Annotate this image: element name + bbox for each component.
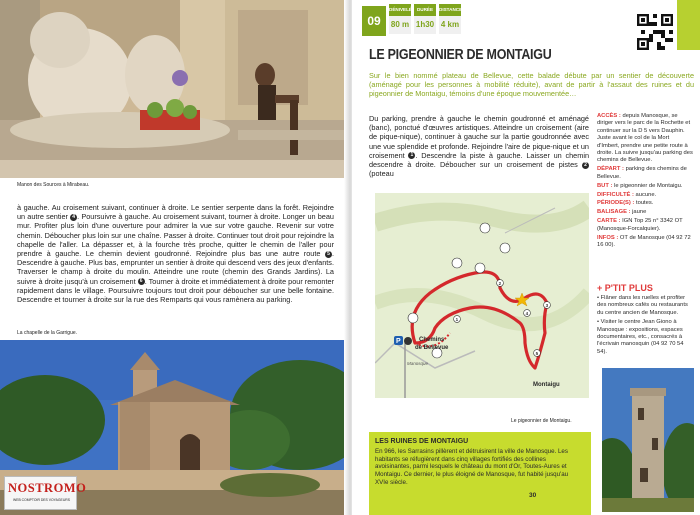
body-text-part: (poteau [369, 169, 394, 179]
stat-elevation [389, 4, 411, 34]
info-value: depuis Manosque, se diriger vers le parc de la Rochette et continuer sur la D 5 vers Dauphin. Juste avant le col de la Mort d'Imbert, prendre une petite route à droite. La suivre jusqu'au parking des chemins de Bellevue. [597, 113, 693, 164]
route-number-badge [362, 6, 386, 36]
pigeonnier-photo [602, 368, 694, 512]
info-value: le pigeonnier de Montaigu. [614, 182, 683, 189]
info-label: BUT : [597, 182, 613, 189]
info-map [597, 218, 693, 233]
svg-text:1: 1 [455, 317, 459, 322]
map-caption: Le pigeonnier de Montaigu. [511, 418, 572, 424]
stat-value: 4 km [439, 16, 461, 34]
body-text-part: . Poursuivre à gauche. Au croisement suivant, tourner à droite. Longer un beau mur. Profiter plus loin d'une ouverture pour admirer la vue sur votre gauche. Revenir sur votre chemin. Déboucher plus loin sur une chaîne. Passer à droite. Continuer tout droit pour rejoindre la chapelle de l'aller. La dépasser et, à la fourche très proche, quitter le chemin de l'aller pour prendre à gauche. Le chemin devient goudronné. Rejoindre plus bas une autre route [17, 212, 334, 259]
info-label: CARTE : [597, 218, 621, 225]
stat-value: 80 m [389, 16, 411, 34]
intro-text: Sur le bien nommé plateau de Bellevue, cette balade débute par un sentier de découverte (aménagé pour les personnes à mobilité réduite), avant de partir à l'assaut des ruines et du pigeonnier de Montaigu, témoins d'une époque mouvementée… [369, 71, 694, 98]
route-description-continued [17, 203, 334, 304]
info-value: parking des chemins de Bellevue. [597, 166, 687, 180]
page-title: LE PIGEONNIER DE MONTAIGU [369, 47, 552, 63]
plus-item: • Flâner dans les ruelles et profiter des nombreux cafés ou restaurants du centre ancien de Manosque. [597, 295, 688, 316]
history-box-text: En 966, les Sarrasins pillèrent et détruisirent la ville de Manosque. Les habitants se réfugièrent dans cinq villages fortifiés des collines avoisinantes, parmi lesquels le château du mont d'Or, Toutes-Aures et Montaigu. Ce dernier, le plus éloigné de Manosque, fut habité jusqu'au XVIe siècle. [375, 448, 569, 486]
map-label: Chemins [419, 337, 445, 343]
svg-text:3: 3 [545, 303, 549, 308]
route-number: 09 [367, 14, 381, 28]
route-map [375, 193, 589, 398]
body-text-part: . Tourner à droite et immédiatement à droite pour remonter rapidement dans le village. Poursuivre toujours tout droit pour déboucher sur une belle fontaine. Descendre et tourner à droite sur la rue des Remparts qui vous ramènera au parking. [17, 276, 334, 305]
practical-info [597, 113, 693, 251]
info-label: INFOS : [597, 234, 619, 241]
info-value: aucune. [635, 191, 657, 198]
svg-text:4: 4 [525, 311, 529, 316]
body-text-part: Du parking, prendre à gauche le chemin goudronné et aménagé (banc), ponctué d'œuvres artistiques. Atteindre un croisement (aire de pique-nique), continuer à gauche sur la partie goudronnée avec une vue splendide et profonde. Rejoindre l'aire de pique-nique et un croisement [369, 114, 589, 160]
body-text-part: à gauche. Au croisement suivant, continuer à droite. Le sentier serpente dans la forêt. Rejoindre un autre sentier [17, 203, 334, 222]
svg-text:2: 2 [498, 281, 502, 286]
stat-value: 1h30 [414, 16, 436, 34]
right-page [352, 0, 700, 515]
map-point-5 [534, 350, 541, 357]
info-value: OT de Manosque (04 92 72 16 00). [597, 234, 691, 248]
history-box-title: LES RUINES DE MONTAIGU [375, 438, 469, 445]
info-value: jaune [632, 209, 647, 216]
info-difficulty [597, 192, 693, 199]
info-marking [597, 209, 693, 216]
fountain-photo [0, 0, 350, 178]
svg-text:P: P [396, 338, 401, 345]
plus-icon: + [597, 283, 603, 293]
map-label: Montaigu [533, 382, 560, 388]
plus-box [597, 283, 693, 358]
map-point-2 [497, 280, 504, 287]
route-point-marker: 6 [138, 278, 145, 285]
map-point-4 [524, 310, 531, 317]
route-point-marker: 1 [408, 152, 415, 159]
info-contact [597, 235, 693, 250]
stat-label: DURÉE [414, 4, 436, 16]
route-point-marker: 4 [70, 214, 77, 221]
stat-label: DÉNIVELÉ [389, 4, 411, 16]
plus-item: • Visiter le centre Jean Giono à Manosque : expositions, espaces documentaires, etc., consacrés à l'écrivain manosquin (04 92 70 54 54). [597, 319, 684, 355]
info-value: IGN Top 25 n° 3342 OT (Manosque-Forcalquier). [597, 218, 683, 232]
green-accent-bar [677, 0, 700, 50]
logo-subtitle: WEB COMPTOIR DES VOYAGEURS [13, 498, 70, 502]
info-goal [597, 183, 693, 190]
info-value: toutes. [636, 200, 654, 207]
info-label: DÉPART : [597, 166, 624, 173]
route-description [369, 114, 589, 178]
info-start [597, 166, 693, 181]
history-box [369, 432, 591, 515]
map-road-label: Manosque [407, 361, 429, 366]
map-point-3 [544, 302, 551, 309]
body-text-part: . Descendre à gauche. Plus bas, emprunter un sentier à droite qui descend vers des jeux d'enfants. Traverser le champ à droite du moulin. Atteindre une route (chemin des Grands Jardins). La suivre à droite jusqu'à un croisement [17, 249, 334, 286]
photo-caption: Manon des Sources à Mirabeau. [17, 182, 90, 188]
route-point-marker: 2 [582, 162, 589, 169]
stat-distance [439, 4, 461, 34]
map-start-point [404, 337, 412, 345]
qr-code [637, 14, 673, 50]
info-access [597, 113, 693, 165]
plus-title-text: P'TIT PLUS [604, 283, 653, 293]
photo-caption: La chapelle de la Garrigue. [17, 330, 78, 336]
info-label: PÉRIODE(S) : [597, 200, 635, 207]
page-number: 30 [529, 492, 537, 499]
body-text-part: . Descendre la piste à gauche. Laisser un chemin descendre à droite. Déboucher sur un croisement de pistes [369, 150, 589, 170]
plus-title [597, 283, 693, 293]
logo-text: NOSTROMO [8, 481, 87, 495]
info-label: DIFFICULTÉ : [597, 191, 634, 198]
map-point-1 [454, 316, 461, 323]
route-point-marker: 5 [325, 251, 332, 258]
info-label: BALISAGE : [597, 209, 631, 216]
info-label: ACCÈS : [597, 113, 621, 119]
stat-duration [414, 4, 436, 34]
map-label: de Bellevue [415, 345, 449, 351]
stat-label: DISTANCE [439, 4, 461, 16]
svg-text:5: 5 [535, 351, 539, 356]
info-period [597, 200, 693, 207]
nostromo-logo [4, 476, 87, 510]
